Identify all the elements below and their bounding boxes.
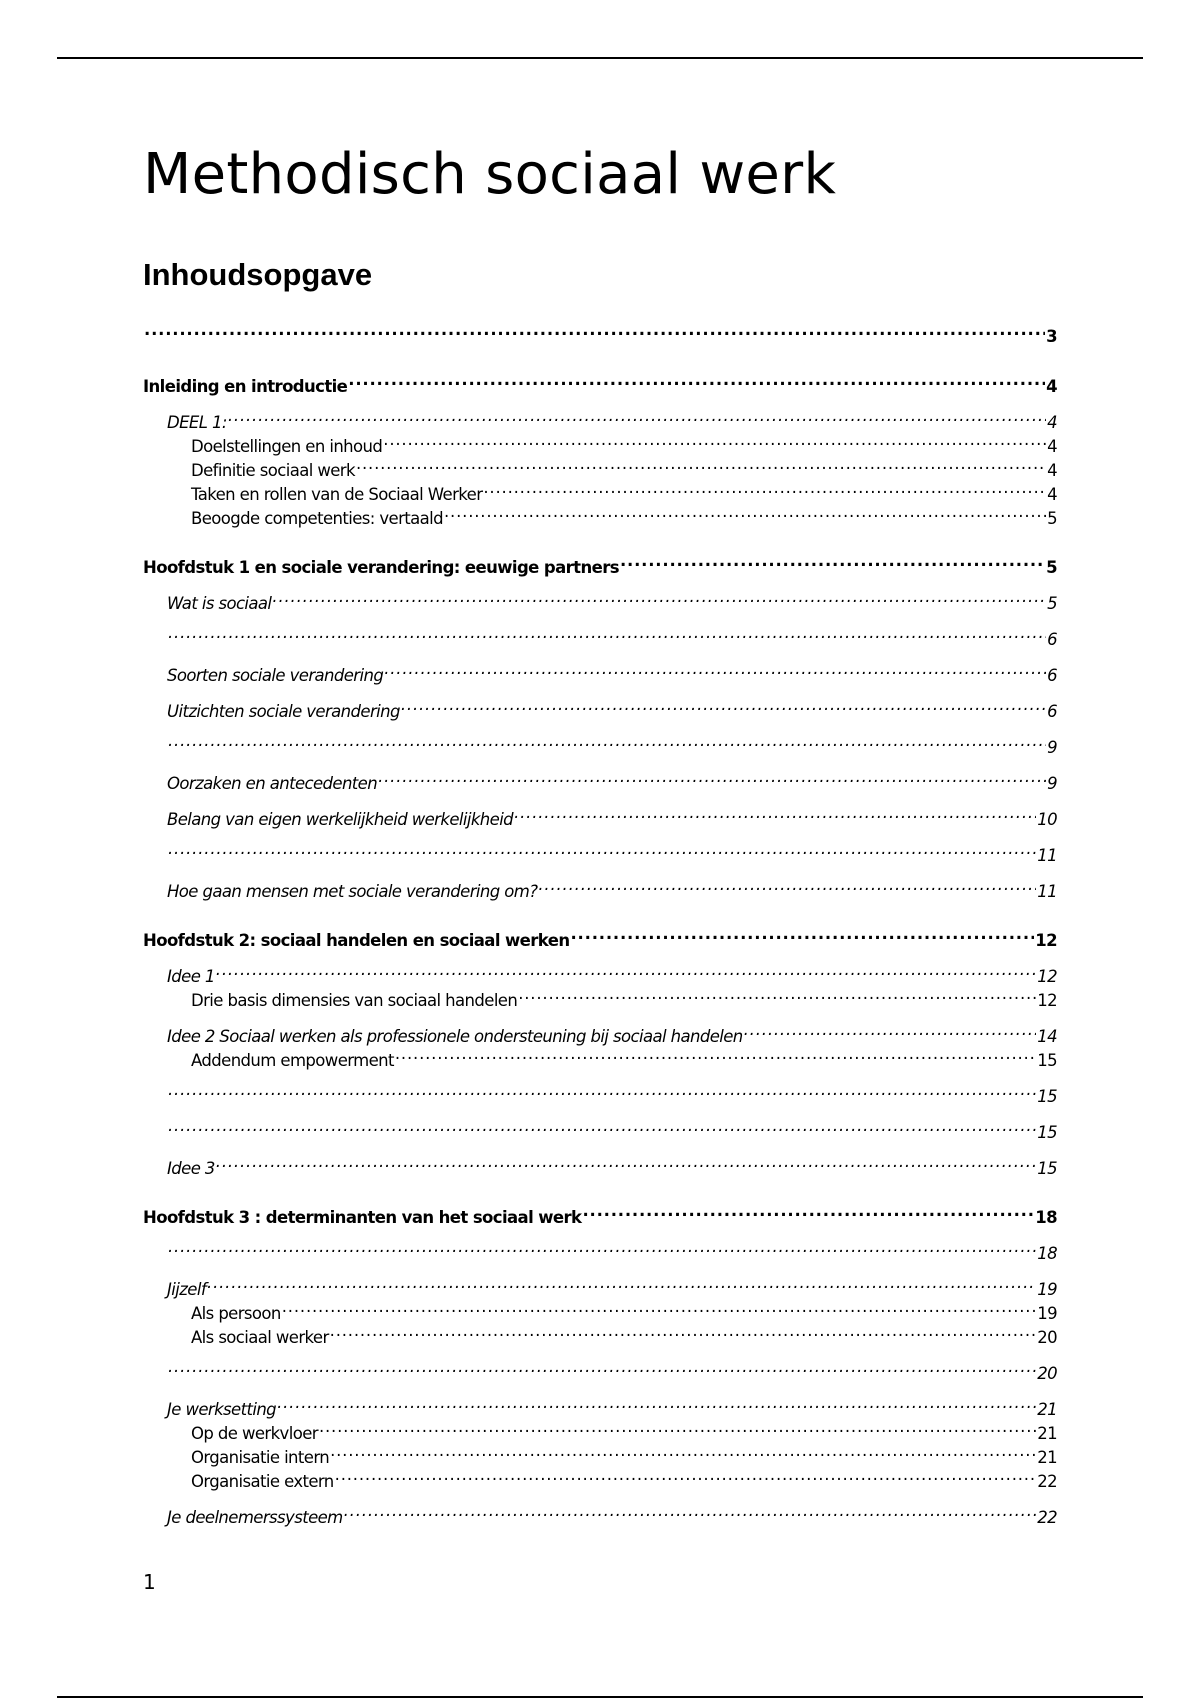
- toc-entry-page: 5: [1046, 558, 1057, 577]
- toc-entry-page: 15: [1037, 1159, 1057, 1178]
- toc-entry-title: Wat is sociaal: [167, 594, 272, 613]
- toc-entry-page: 21: [1037, 1400, 1057, 1419]
- toc-entry-page: 4: [1046, 377, 1057, 396]
- toc-dot-leader: [335, 1463, 1037, 1487]
- toc-entry-title: Belang van eigen werkelijkheid werkelijkheid: [167, 810, 514, 829]
- toc-entry-title: Als sociaal werker: [191, 1328, 329, 1347]
- toc-entry[interactable]: [143, 657, 1057, 685]
- toc-dot-leader: [330, 1439, 1036, 1463]
- toc-entry[interactable]: [143, 837, 1057, 865]
- toc-dot-leader: [168, 1078, 1036, 1102]
- toc-dot-leader: [483, 476, 1046, 500]
- toc-entry[interactable]: [143, 982, 1057, 1010]
- toc-entry-title: Doelstellingen en inhoud: [191, 437, 383, 456]
- toc-entry-title: Uitzichten sociale verandering: [167, 702, 400, 721]
- toc-entry[interactable]: [143, 1114, 1057, 1142]
- toc-dot-leader: [168, 837, 1036, 861]
- toc-dot-leader: [378, 765, 1046, 789]
- toc-entry[interactable]: [143, 693, 1057, 721]
- toc-entry-page: 6: [1047, 630, 1057, 649]
- toc-entry-title: Drie basis dimensies van sociaal handelen: [191, 991, 518, 1010]
- toc-entry-page: 18: [1037, 1244, 1057, 1263]
- toc-entry-title: Organisatie intern: [191, 1448, 330, 1467]
- toc-entry-title: Hoofdstuk 1 en sociale verandering: eeuwige partners: [143, 558, 619, 577]
- toc-dot-leader: [168, 1235, 1036, 1259]
- toc-dot-leader: [514, 801, 1036, 825]
- toc-dot-leader: [518, 982, 1036, 1006]
- toc-entry[interactable]: [143, 765, 1057, 793]
- document-title: Methodisch sociaal werk: [143, 142, 837, 207]
- toc-entry[interactable]: [143, 1415, 1057, 1443]
- toc-dot-leader: [570, 922, 1034, 946]
- toc-dot-leader: [538, 873, 1036, 897]
- toc-dot-leader: [282, 1295, 1036, 1319]
- toc-entry-page: 6: [1047, 666, 1057, 685]
- toc-dot-leader: [207, 1271, 1036, 1295]
- toc-entry-title: Idee 2 Sociaal werken als professionele ondersteuning bij sociaal handelen: [167, 1027, 743, 1046]
- toc-entry[interactable]: [143, 1078, 1057, 1106]
- toc-entry-page: 6: [1047, 702, 1057, 721]
- toc-dot-leader: [216, 958, 1036, 982]
- toc-entry-page: 19: [1037, 1280, 1057, 1299]
- toc-dot-leader: [216, 1150, 1036, 1174]
- toc-dot-leader: [620, 549, 1045, 573]
- toc-entry[interactable]: [143, 1271, 1057, 1299]
- toc-entry-title: Definitie sociaal werk: [191, 461, 355, 480]
- toc-entry-page: 9: [1047, 738, 1057, 757]
- toc-entry-title: Jijzelf: [167, 1280, 207, 1299]
- toc-entry[interactable]: [143, 1295, 1057, 1323]
- toc-dot-leader: [384, 657, 1046, 681]
- toc-entry-title: Hoe gaan mensen met sociale verandering om?: [167, 882, 538, 901]
- toc-entry-page: 11: [1037, 882, 1057, 901]
- toc-entry-page: 14: [1037, 1027, 1057, 1046]
- toc-entry-page: 19: [1037, 1304, 1057, 1323]
- toc-entry[interactable]: [143, 1499, 1057, 1527]
- toc-entry[interactable]: [143, 1391, 1057, 1419]
- toc-entry-title: Hoofdstuk 2: sociaal handelen en sociaal werken: [143, 931, 570, 950]
- toc-heading: Inhoudsopgave: [143, 257, 373, 292]
- toc-entry-page: 5: [1047, 509, 1057, 528]
- toc-dot-leader: [168, 621, 1046, 645]
- toc-entry[interactable]: [143, 549, 1057, 577]
- toc-dot-leader: [444, 500, 1046, 524]
- toc-entry[interactable]: [143, 958, 1057, 986]
- toc-entry-title: Organisatie extern: [191, 1472, 334, 1491]
- toc-entry-page: 15: [1037, 1051, 1057, 1070]
- toc-entry[interactable]: [143, 1018, 1057, 1046]
- toc-entry-page: 4: [1047, 461, 1057, 480]
- toc-entry[interactable]: [143, 621, 1057, 649]
- toc-entry-title: Je deelnemerssysteem: [167, 1508, 343, 1527]
- toc-entry-page: 4: [1047, 437, 1057, 456]
- toc-dot-leader: [744, 1018, 1037, 1042]
- toc-dot-leader: [344, 1499, 1037, 1523]
- toc-entry[interactable]: [143, 404, 1057, 432]
- toc-entry-page: 20: [1037, 1364, 1057, 1383]
- toc-dot-leader: [582, 1199, 1034, 1223]
- toc-entry-title: Taken en rollen van de Sociaal Werker: [191, 485, 483, 504]
- toc-dot-leader: [228, 404, 1046, 428]
- toc-entry[interactable]: [143, 801, 1057, 829]
- toc-entry-page: 21: [1037, 1424, 1057, 1443]
- header-rule: [57, 57, 1143, 59]
- toc-entry-title: DEEL 1:: [167, 413, 227, 432]
- toc-entry-page: 11: [1037, 846, 1057, 865]
- toc-dot-leader: [356, 452, 1046, 476]
- toc-entry-page: 18: [1035, 1208, 1057, 1227]
- page-number: 1: [143, 1570, 156, 1594]
- footer-rule: [57, 1696, 1143, 1698]
- toc-entry-page: 4: [1047, 485, 1057, 504]
- toc-entry[interactable]: [143, 873, 1057, 901]
- toc-entry-page: 22: [1037, 1472, 1057, 1491]
- toc-entry-title: Beoogde competenties: vertaald: [191, 509, 444, 528]
- toc-entry-title: Idee 1: [167, 967, 215, 986]
- toc-entry[interactable]: [143, 1150, 1057, 1178]
- toc-entry-title: Idee 3: [167, 1159, 215, 1178]
- toc-dot-leader: [272, 585, 1046, 609]
- toc-entry-title: Je werksetting: [167, 1400, 277, 1419]
- toc-entry-page: 15: [1037, 1123, 1057, 1142]
- toc-dot-leader: [401, 693, 1046, 717]
- toc-entry-page: 20: [1037, 1328, 1057, 1347]
- toc-dot-leader: [383, 428, 1046, 452]
- toc-entry-page: 22: [1037, 1508, 1057, 1527]
- toc-entry[interactable]: [143, 1355, 1057, 1383]
- toc-entry-page: 4: [1047, 413, 1057, 432]
- toc-entry-page: 10: [1037, 810, 1057, 829]
- toc-dot-leader: [144, 318, 1045, 342]
- toc-entry-page: 12: [1035, 931, 1057, 950]
- table-of-contents: [143, 318, 1057, 1527]
- toc-entry-title: Als persoon: [191, 1304, 281, 1323]
- toc-dot-leader: [348, 368, 1045, 392]
- toc-entry[interactable]: [143, 1235, 1057, 1263]
- toc-entry-title: Op de werkvloer: [191, 1424, 318, 1443]
- toc-dot-leader: [277, 1391, 1036, 1415]
- toc-entry[interactable]: [143, 1199, 1057, 1227]
- toc-entry[interactable]: [143, 318, 1057, 346]
- toc-entry-title: Oorzaken en antecedenten: [167, 774, 378, 793]
- toc-dot-leader: [168, 1355, 1036, 1379]
- toc-entry-title: Soorten sociale verandering: [167, 666, 384, 685]
- toc-entry-page: 3: [1046, 327, 1057, 346]
- toc-entry[interactable]: [143, 585, 1057, 613]
- toc-dot-leader: [168, 729, 1046, 753]
- toc-dot-leader: [319, 1415, 1036, 1439]
- toc-entry-page: 21: [1037, 1448, 1057, 1467]
- toc-entry-title: Inleiding en introductie: [143, 377, 348, 396]
- toc-entry-title: Addendum empowerment: [191, 1051, 394, 1070]
- toc-entry-page: 5: [1047, 594, 1057, 613]
- toc-entry-page: 9: [1047, 774, 1057, 793]
- toc-entry-page: 12: [1037, 991, 1057, 1010]
- toc-entry[interactable]: [143, 922, 1057, 950]
- toc-entry-title: Hoofdstuk 3 : determinanten van het sociaal werk: [143, 1208, 582, 1227]
- toc-dot-leader: [168, 1114, 1036, 1138]
- toc-entry[interactable]: [143, 729, 1057, 757]
- toc-entry[interactable]: [143, 428, 1057, 456]
- toc-dot-leader: [395, 1042, 1036, 1066]
- toc-entry[interactable]: [143, 368, 1057, 396]
- toc-dot-leader: [330, 1319, 1037, 1343]
- toc-entry-page: 12: [1037, 967, 1057, 986]
- toc-entry-page: 15: [1037, 1087, 1057, 1106]
